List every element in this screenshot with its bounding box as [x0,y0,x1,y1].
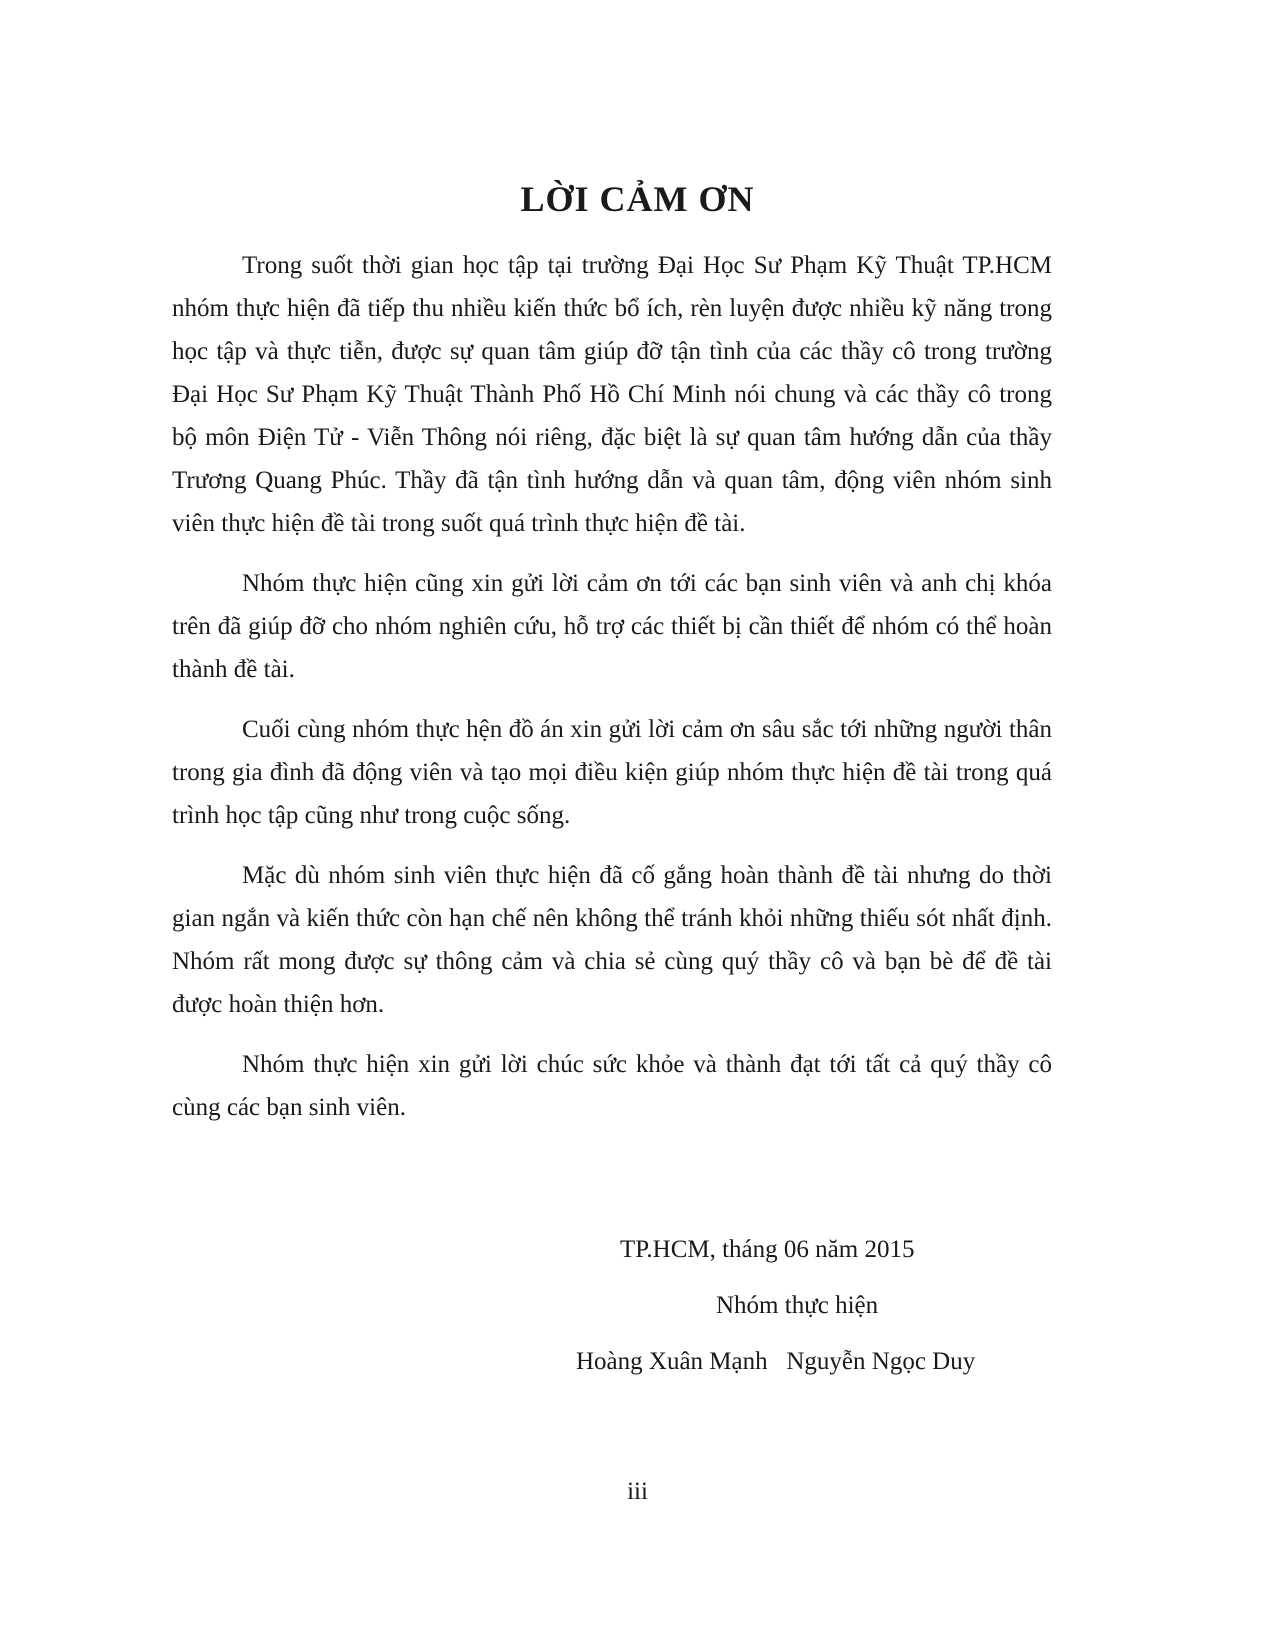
signature-group-label: Nhóm thực hiện [716,1292,879,1319]
signature-names: Hoàng Xuân Mạnh Nguyễn Ngọc Duy [576,1348,976,1375]
page-number: iii [627,1478,648,1505]
page-title: LỜI CẢM ƠN [520,179,755,219]
paragraph: Cuối cùng nhóm thực hện đồ án xin gửi lời cảm ơn sâu sắc tới những người thân trong gia đình đã động viên và tạo mọi điều kiện giúp nhóm thực hiện đề tài trong quá trình học tập cũng như trong cuộc sống. [172,716,1052,829]
paragraph: Mặc dù nhóm sinh viên thực hiện đã cố gắng hoàn thành đề tài nhưng do thời gian ngắn và kiến thức còn hạn chế nên không thể tránh khỏi những thiếu sót nhất định. Nhóm rất mong được sự thông cảm và chia sẻ cùng quý thầy cô và bạn bè để đề tài được hoàn thiện hơn. [172,862,1052,1018]
paragraph: Nhóm thực hiện cũng xin gửi lời cảm ơn tới các bạn sinh viên và anh chị khóa trên đã giúp đỡ cho nhóm nghiên cứu, hỗ trợ các thiết bị cần thiết để nhóm có thể hoàn thành đề tài. [172,570,1052,683]
signature-date-line: TP.HCM, tháng 06 năm 2015 [620,1236,915,1263]
acknowledgement-body [172,244,1052,1146]
paragraph: Trong suốt thời gian học tập tại trường Đại Học Sư Phạm Kỹ Thuật TP.HCM nhóm thực hiện đã tiếp thu nhiều kiến thức bổ ích, rèn luyện được nhiều kỹ năng trong học tập và thực tiễn, được sự quan tâm giúp đỡ tận tình của các thầy cô trong trường Đại Học Sư Phạm Kỹ Thuật Thành Phố Hồ Chí Minh nói chung và các thầy cô trong bộ môn Điện Tử - Viễn Thông nói riêng, đặc biệt là sự quan tâm hướng dẫn của thầy Trương Quang Phúc. Thầy đã tận tình hướng dẫn và quan tâm, động viên nhóm sinh viên thực hiện đề tài trong suốt quá trình thực hiện đề tài. [172,252,1052,537]
paragraph: Nhóm thực hiện xin gửi lời chúc sức khỏe và thành đạt tới tất cả quý thầy cô cùng các bạn sinh viên. [172,1051,1052,1121]
